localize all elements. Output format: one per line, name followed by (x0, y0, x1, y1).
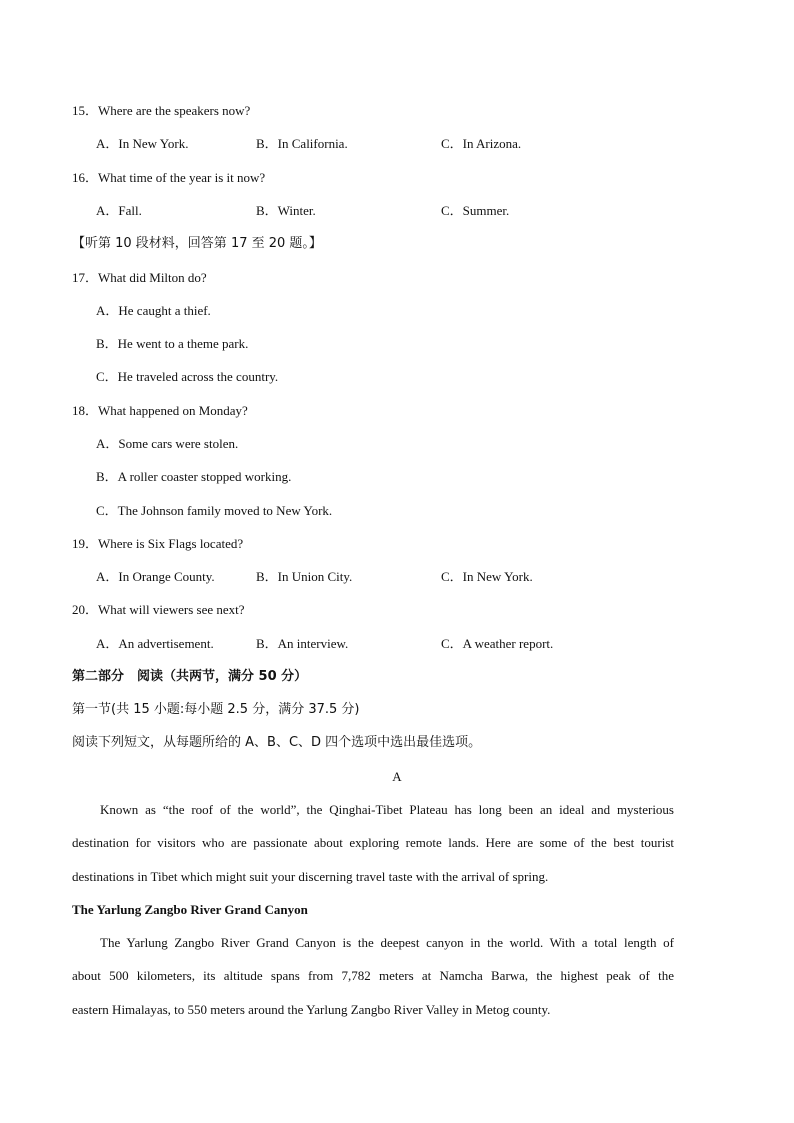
question-16-option-b: B．Winter. (256, 203, 316, 218)
question-20-option-a: A．An advertisement. (96, 636, 214, 651)
reading-instructions: 阅读下列短文，从每题所给的 A、B、C、D 四个选项中选出最佳选项。 (72, 735, 482, 750)
question-16-option-a: A．Fall. (96, 203, 142, 218)
question-18-option-c: C．The Johnson family moved to New York. (96, 503, 333, 518)
question-16-stem: 16．What time of the year is it now? (72, 170, 266, 185)
intro-line-2: destination for visitors who are passionate about exploring remote lands. Here are some of the best tourist (72, 835, 674, 850)
intro-line-1: Known as “the roof of the world”, the Qinghai-Tibet Plateau has long been an ideal and mysterious (100, 802, 674, 817)
canyon-line-3: eastern Himalayas, to 550 meters around the Yarlung Zangbo River Valley in Metog county. (72, 1002, 551, 1017)
question-19-stem: 19．Where is Six Flags located? (72, 536, 244, 551)
question-15-stem: 15．Where are the speakers now? (72, 103, 251, 118)
question-19-option-a: A．In Orange County. (96, 569, 215, 584)
question-15-option-c: C．In Arizona. (441, 136, 522, 151)
question-18-option-a: A．Some cars were stolen. (96, 436, 239, 451)
question-17-option-b: B．He went to a theme park. (96, 336, 249, 351)
question-15-option-b: B．In California. (256, 136, 348, 151)
intro-line-3: destinations in Tibet which might suit your discerning travel taste with the arrival of spring. (72, 869, 549, 884)
question-15-option-a: A．In New York. (96, 136, 189, 151)
listening-section-note: 【听第 10 段材料，回答第 17 至 20 题。】 (72, 236, 322, 251)
question-20-option-b: B．An interview. (256, 636, 349, 651)
question-19-option-c: C．In New York. (441, 569, 533, 584)
question-18-option-b: B．A roller coaster stopped working. (96, 469, 292, 484)
section-1-title: 第一节(共 15 小题:每小题 2.5 分，满分 37.5 分) (72, 702, 360, 717)
canyon-line-2: about 500 kilometers, its altitude spans from 7,782 meters at Namcha Barwa, the highest peak of the (72, 968, 674, 983)
question-18-stem: 18．What happened on Monday? (72, 403, 248, 418)
canyon-line-1: The Yarlung Zangbo River Grand Canyon is the deepest canyon in the world. With a total length of (100, 935, 674, 950)
passage-label: A (392, 769, 402, 784)
question-17-option-a: A．He caught a thief. (96, 303, 211, 318)
question-20-option-c: C．A weather report. (441, 636, 554, 651)
question-17-stem: 17．What did Milton do? (72, 270, 207, 285)
question-19-option-b: B．In Union City. (256, 569, 353, 584)
question-17-option-c: C．He traveled across the country. (96, 369, 279, 384)
part-2-title: 第二部分 阅读（共两节，满分 50 分） (72, 669, 308, 684)
question-20-stem: 20．What will viewers see next? (72, 602, 245, 617)
canyon-subheading: The Yarlung Zangbo River Grand Canyon (72, 902, 308, 917)
question-16-option-c: C．Summer. (441, 203, 510, 218)
